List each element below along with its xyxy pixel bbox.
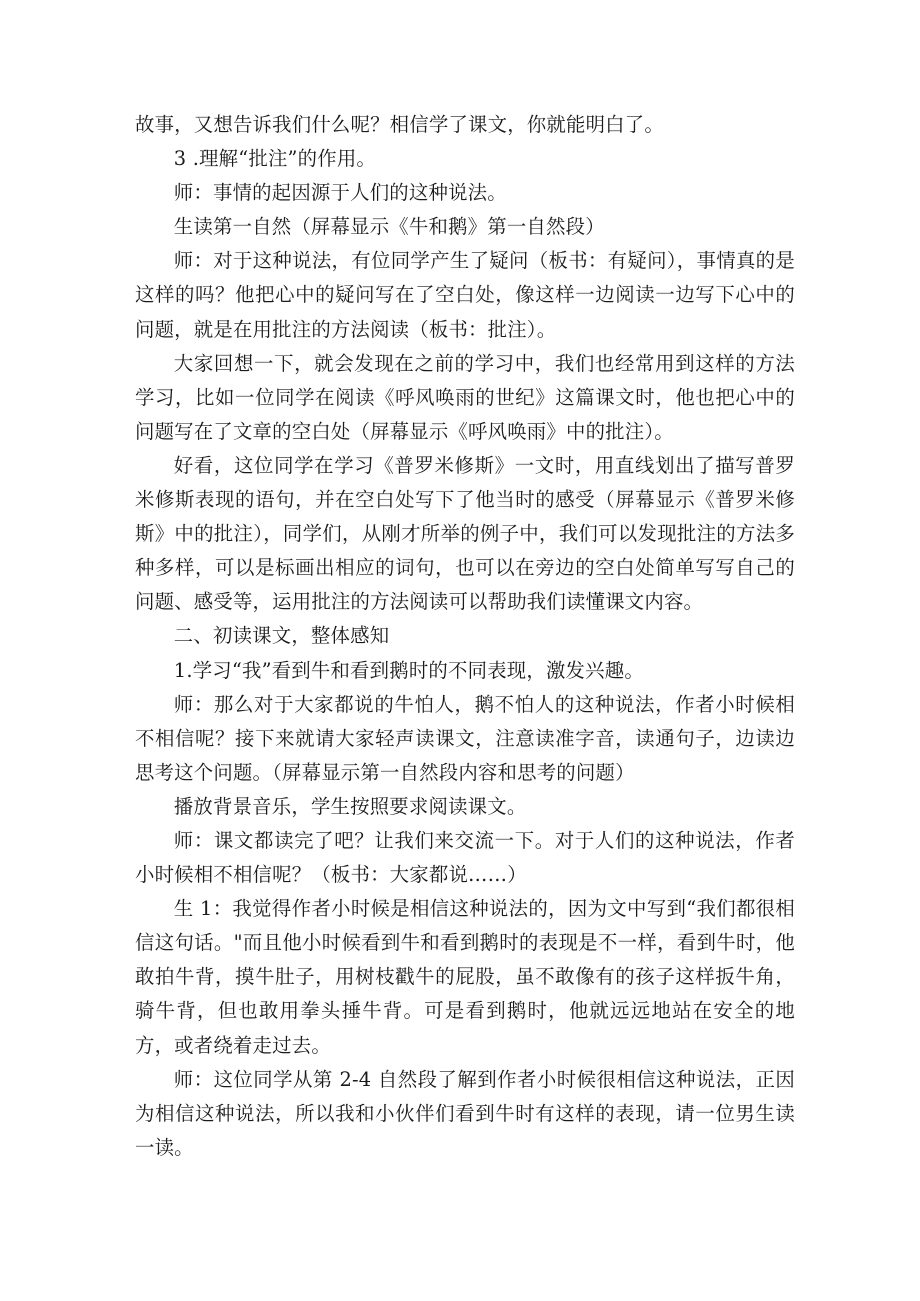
paragraph-9: 1.学习“我”看到牛和看到鹅时的不同表现，激发兴趣。 (173, 658, 644, 682)
document-body (135, 108, 795, 1165)
paragraph-5: 师：对于这种说法，有位同学产生了疑问（板书：有疑问），事情真的是这样的吗？他把心中的疑问写在了空白处，像这样一边阅读一边写下心中的问题，就是在用批注的方法阅读（板书：批注）。 (135, 249, 795, 341)
paragraph-6: 大家回想一下，就会发现在之前的学习中，我们也经常用到这样的方法学习，比如一位同学在阅读《呼风唤雨的世纪》这篇课文时，他也把心中的问题写在了文章的空白处（屏幕显示《呼风唤雨》中的批注）。 (135, 351, 795, 443)
paragraph-11: 播放背景音乐，学生按照要求阅读课文。 (173, 794, 527, 818)
paragraph-7: 好看，这位同学在学习《普罗米修斯》一文时，用直线划出了描写普罗米修斯表现的语句，并在空白处写下了他当时的感受（屏幕显示《普罗米修斯》中的批注），同学们，从刚才所举的例子中，我们可以发现批注的方法多种多样，可以是标画出相应的词句，也可以在旁边的空白处简单写写自己的问题、感受等，运用批注的方法阅读可以帮助我们读懂课文内容。 (135, 453, 795, 614)
paragraph-4: 生读第一自然（屏幕显示《牛和鹅》第一自然段） (173, 215, 605, 239)
paragraph-3: 师：事情的起因源于人们的这种说法。 (173, 181, 507, 205)
paragraph-14: 师：这位同学从第 2-4 自然段了解到作者小时候很相信这种说法，正因为相信这种说法，所以我和小伙伴们看到牛时有这样的表现，请一位男生读一读。 (135, 1067, 795, 1159)
paragraph-13: 生 1：我觉得作者小时候是相信这种说法的，因为文中写到“我们都很相信这句话。"而且他小时候看到牛和看到鹅时的表现是不一样，看到牛时，他敢拍牛背，摸牛肚子，用树枝戳牛的屁股，虽不敢像有的孩子这样扳牛角，骑牛背，但也敢用拳头捶牛背。可是看到鹅时，他就远远地站在安全的地方，或者绕着走过去。 (135, 897, 795, 1057)
paragraph-1: 故事，又想告诉我们什么呢？相信学了课文，你就能明白了。 (135, 113, 664, 136)
section-heading: 二、初读课文，整体感知 (173, 624, 390, 648)
paragraph-12: 师：课文都读完了吧？让我们来交流一下。对于人们的这种说法，作者小时候相不相信呢？（板书：大家都说……） (135, 828, 795, 887)
paragraph-2: 3 .理解“批注”的作用。 (173, 147, 377, 171)
paragraph-10: 师：那么对于大家都说的牛怕人，鹅不怕人的这种说法，作者小时候相不相信呢？接下来就请大家轻声读课文，注意读准字音，读通句子，边读边思考这个问题。（屏幕显示第一自然段内容和思考的问题） (135, 692, 795, 784)
